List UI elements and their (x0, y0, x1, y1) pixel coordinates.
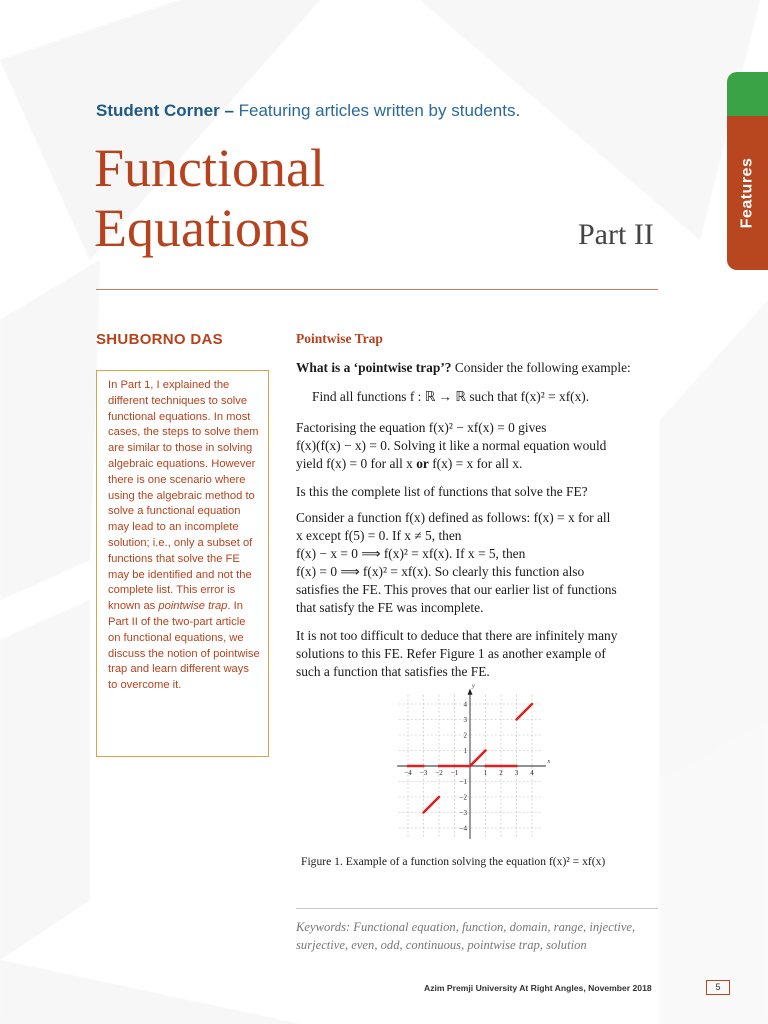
p4-line-3: such a function that satisfies the FE. (296, 664, 490, 679)
section-heading: Pointwise Trap (296, 331, 383, 346)
p1-line-1: Factorising the equation f(x)² − xf(x) = 0 gives (296, 420, 547, 435)
function-segment (424, 797, 440, 813)
paragraph-2: Is this the complete list of functions that solve the FE? (296, 484, 588, 499)
y-tick-label: −3 (459, 809, 467, 817)
y-tick-label: 3 (463, 716, 467, 724)
article-title (94, 138, 325, 258)
y-tick-label: −1 (459, 778, 467, 786)
y-tick-label: −4 (459, 824, 467, 833)
abstract-text-1: In Part 1, I explained the different techniques to solve functional equations. In most cases, the steps to solve them are similar to those in solving algebraic equations. However there is one scenario where using the algebraic method to solve a functional equation may lead to an incomplete solution; i.e., only a subset of functions that solve the FE may be identified and not the complete list. This error is known as (108, 379, 259, 613)
question-bold: What is a ‘pointwise trap’? (296, 360, 452, 375)
features-tab-label-wrap (727, 116, 768, 270)
keywords: Keywords: Functional equation, function, domain, range, injective, surjective, even, odd, continuous, pointwise trap, solution (296, 920, 636, 952)
x-tick-label: 4 (530, 769, 534, 777)
paragraph-3 (296, 509, 658, 617)
page-number: 5 (706, 980, 730, 995)
p3-line-6: that satisfy the FE was incomplete. (296, 600, 484, 615)
title-line-2: Equations (94, 198, 310, 258)
paragraph-4 (296, 627, 658, 681)
p1-line-2: f(x)(f(x) − x) = 0. Solving it like a normal equation would (296, 438, 607, 453)
p1-line-3 (296, 455, 658, 473)
paragraph-1 (296, 419, 658, 473)
y-tick-label: 1 (463, 747, 467, 755)
x-tick-label: 3 (514, 769, 519, 777)
part-label: Part II (578, 218, 654, 251)
p3-line-2: x except f(5) = 0. If x ≠ 5, then (296, 528, 462, 543)
y-axis-label: y (472, 683, 475, 690)
x-tick-label: −4 (404, 769, 412, 777)
example-statement: Find all functions f : ℝ → ℝ such that f(x)² = xf(x). (312, 389, 590, 404)
section-kicker (96, 101, 520, 121)
p3-line-4: f(x) = 0 ⟹ f(x)² = xf(x). So clearly this function also (296, 564, 585, 579)
question-paragraph (296, 359, 658, 377)
x-tick-label: −1 (450, 769, 459, 777)
features-tab-label: Features (738, 157, 756, 229)
question-rest: Consider the following example: (451, 360, 631, 375)
abstract-box (96, 370, 269, 757)
p1-line-3b: f(x) = x for all x. (428, 456, 523, 471)
tab-green-marker (727, 72, 768, 116)
p1-line-3a: yield f(x) = 0 for all x (296, 456, 417, 471)
title-divider (96, 289, 658, 290)
corner-label: Student Corner – (96, 101, 234, 120)
p4-line-2: solutions to this FE. Refer Figure 1 as another example of (296, 646, 606, 661)
p3-line-5: satisfies the FE. This proves that our earlier list of functions (296, 582, 617, 597)
title-line-1: Functional (94, 138, 325, 198)
x-axis-label: x (547, 759, 551, 765)
y-tick-label: −2 (459, 793, 467, 802)
p3-line-1: Consider a function f(x) defined as follows: f(x) = x for all (296, 510, 611, 525)
function-segment (470, 751, 486, 767)
figure-caption: Figure 1. Example of a function solving the equation f(x)² = xf(x) (301, 855, 606, 868)
abstract-term: pointwise trap (158, 600, 228, 613)
x-tick-label: 2 (499, 769, 503, 777)
x-tick-label: 1 (483, 769, 488, 777)
author-name: SHUBORNO DAS (96, 331, 223, 348)
footer-publication: Azim Premji University At Right Angles, November 2018 (424, 983, 652, 993)
p3-line-3: f(x) − x = 0 ⟹ f(x)² = xf(x). If x = 5, then (296, 546, 526, 561)
y-tick-label: 4 (463, 700, 467, 709)
function-segment (517, 704, 533, 720)
y-tick-label: 2 (463, 731, 467, 740)
p1-or: or (416, 456, 429, 471)
p4-line-1: It is not too difficult to deduce that there are infinitely many (296, 628, 618, 643)
figure-1-graph (392, 683, 552, 840)
x-tick-label: −3 (419, 769, 428, 777)
corner-tagline: Featuring articles written by students. (238, 101, 521, 120)
abstract-text-2: . In Part II of the two-part article on functional equations, we discuss the notion of pointwise trap and learn different ways to overcome it. (108, 600, 260, 692)
keywords-divider (296, 908, 658, 909)
x-tick-label: −2 (435, 769, 443, 777)
